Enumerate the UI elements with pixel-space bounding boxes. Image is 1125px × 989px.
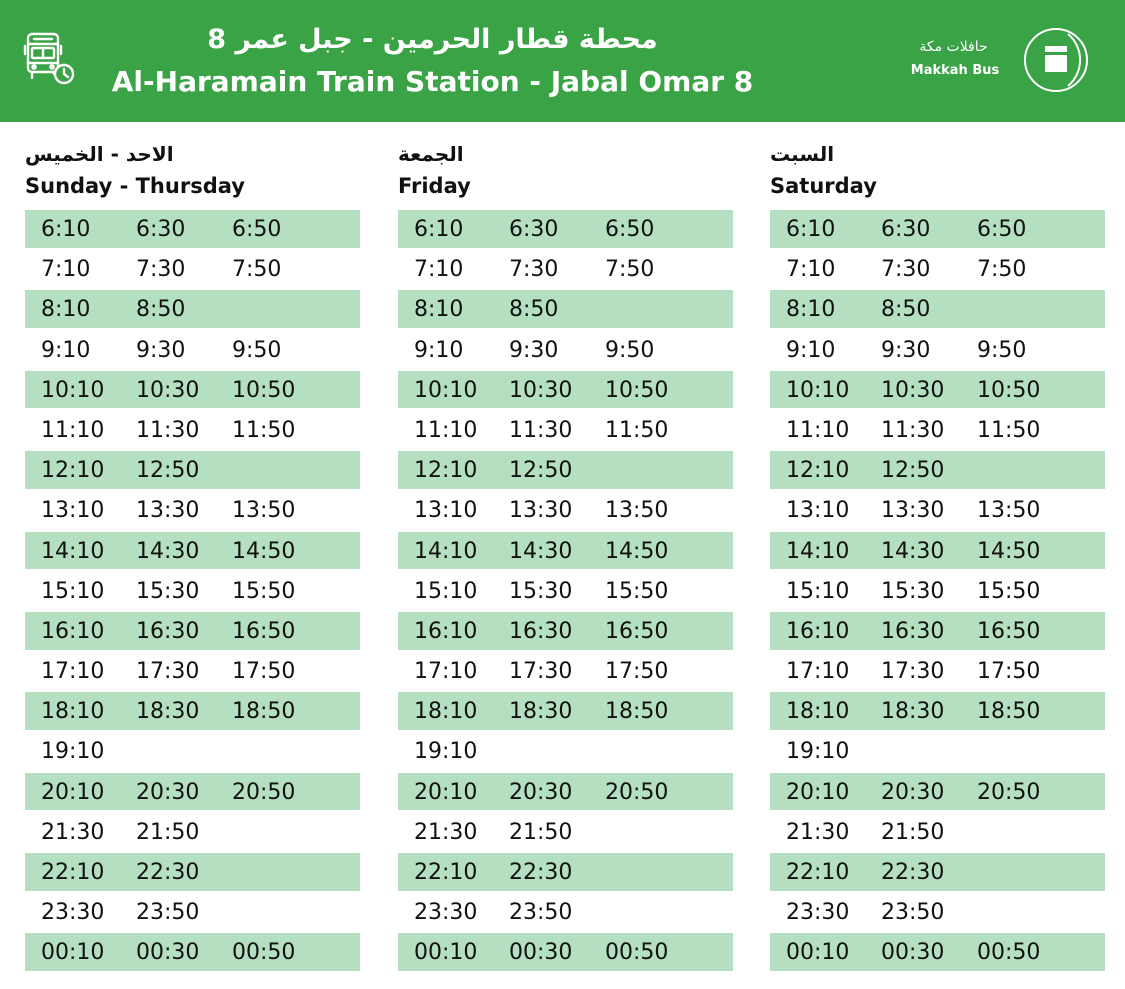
departure-time: 19:10 <box>41 739 105 765</box>
departure-time: 8:10 <box>414 297 464 323</box>
departure-time: 17:10 <box>41 659 105 685</box>
table-row <box>770 250 1105 290</box>
departure-time: 18:30 <box>136 699 200 725</box>
departure-time: 11:10 <box>786 417 850 443</box>
departure-time: 13:30 <box>509 498 573 524</box>
departure-time: 17:50 <box>232 659 296 685</box>
departure-time: 20:30 <box>509 779 573 805</box>
departure-time: 21:30 <box>786 819 850 845</box>
table-row <box>770 491 1105 531</box>
departure-time: 11:30 <box>881 417 945 443</box>
day-heading-english: Sunday - Thursday <box>25 174 245 198</box>
table-row <box>770 933 1105 973</box>
table-row <box>770 853 1105 893</box>
departure-time: 12:10 <box>414 458 478 484</box>
departure-time: 20:10 <box>41 779 105 805</box>
departure-time: 11:30 <box>136 417 200 443</box>
departure-time: 20:50 <box>977 779 1041 805</box>
departure-time: 9:30 <box>881 337 931 363</box>
departure-time: 20:30 <box>881 779 945 805</box>
departure-time: 15:50 <box>232 578 296 604</box>
table-row <box>25 893 360 933</box>
table-row <box>398 813 733 853</box>
station-title-english: Al-Haramain Train Station - Jabal Omar 8 <box>111 65 754 98</box>
table-row <box>770 210 1105 250</box>
table-row <box>25 692 360 732</box>
departure-time: 8:50 <box>509 297 559 323</box>
table-row <box>398 572 733 612</box>
table-row <box>770 451 1105 491</box>
table-row <box>770 773 1105 813</box>
departure-time: 9:30 <box>136 337 186 363</box>
departure-time: 10:30 <box>136 377 200 403</box>
table-row <box>398 331 733 371</box>
departure-time: 22:30 <box>136 860 200 885</box>
table-row <box>25 933 360 973</box>
departure-time: 14:50 <box>232 538 296 564</box>
departure-time: 8:10 <box>41 297 91 323</box>
departure-time: 18:50 <box>977 699 1041 725</box>
departure-time: 11:50 <box>977 417 1041 443</box>
departure-time: 15:30 <box>136 578 200 604</box>
table-row <box>770 813 1105 853</box>
table-row <box>770 893 1105 933</box>
departure-time: 6:30 <box>881 217 931 242</box>
table-row <box>25 491 360 531</box>
departure-time: 6:30 <box>136 217 186 242</box>
departure-time: 6:10 <box>414 217 464 242</box>
departure-time: 23:30 <box>41 900 105 926</box>
departure-time: 9:10 <box>786 337 836 363</box>
departure-time: 11:30 <box>509 417 573 443</box>
departure-time: 10:10 <box>414 377 478 403</box>
departure-time: 15:30 <box>509 578 573 604</box>
departure-time: 15:50 <box>605 578 669 604</box>
departure-time: 10:50 <box>977 377 1041 403</box>
departure-time: 00:10 <box>414 940 478 966</box>
departure-time: 17:10 <box>414 659 478 685</box>
times-table <box>25 210 360 974</box>
schedule-column-saturday <box>770 138 1105 966</box>
departure-time: 16:10 <box>786 618 850 644</box>
departure-time: 7:10 <box>414 257 464 283</box>
departure-time: 13:10 <box>41 498 105 524</box>
departure-time: 11:10 <box>414 417 478 443</box>
table-row <box>770 532 1105 572</box>
departure-time: 7:10 <box>786 257 836 283</box>
departure-time: 14:10 <box>414 538 478 564</box>
table-row <box>398 210 733 250</box>
table-row <box>25 411 360 451</box>
departure-time: 10:10 <box>786 377 850 403</box>
departure-time: 22:30 <box>509 860 573 885</box>
brand-name-english: Makkah Bus <box>910 63 1000 78</box>
departure-time: 10:50 <box>605 377 669 403</box>
departure-time: 21:30 <box>414 819 478 845</box>
brand-name-arabic: حافلات مكة <box>919 39 988 55</box>
table-row <box>25 612 360 652</box>
table-row <box>398 652 733 692</box>
departure-time: 7:30 <box>136 257 186 283</box>
schedule-column-sunday-thursday <box>25 138 360 966</box>
departure-time: 12:10 <box>786 458 850 484</box>
departure-time: 23:30 <box>786 900 850 926</box>
departure-time: 12:50 <box>881 458 945 484</box>
table-row <box>25 250 360 290</box>
departure-time: 18:30 <box>881 699 945 725</box>
departure-time: 23:50 <box>136 900 200 926</box>
departure-time: 00:50 <box>977 940 1041 966</box>
table-row <box>398 451 733 491</box>
departure-time: 17:30 <box>881 659 945 685</box>
table-row <box>25 652 360 692</box>
header-bar <box>0 0 1125 122</box>
table-row <box>398 612 733 652</box>
table-row <box>25 371 360 411</box>
times-table <box>770 210 1105 974</box>
departure-time: 22:10 <box>41 860 105 885</box>
table-row <box>770 572 1105 612</box>
departure-time: 20:10 <box>786 779 850 805</box>
departure-time: 17:50 <box>977 659 1041 685</box>
kaaba-logo-icon <box>1016 22 1096 98</box>
table-row <box>398 371 733 411</box>
table-row <box>398 290 733 330</box>
table-row <box>770 371 1105 411</box>
departure-time: 7:10 <box>41 257 91 283</box>
table-row <box>398 491 733 531</box>
table-row <box>398 773 733 813</box>
table-row <box>25 773 360 813</box>
departure-time: 00:30 <box>509 940 573 966</box>
departure-time: 13:10 <box>414 498 478 524</box>
departure-time: 15:50 <box>977 578 1041 604</box>
departure-time: 7:30 <box>881 257 931 283</box>
table-row <box>770 612 1105 652</box>
table-row <box>25 813 360 853</box>
table-row <box>25 732 360 772</box>
departure-time: 17:50 <box>605 659 669 685</box>
day-heading-arabic: السبت <box>770 142 835 166</box>
departure-time: 6:50 <box>977 217 1027 242</box>
departure-time: 20:30 <box>136 779 200 805</box>
departure-time: 21:50 <box>509 819 573 845</box>
table-row <box>770 331 1105 371</box>
departure-time: 6:50 <box>605 217 655 242</box>
departure-time: 19:10 <box>786 739 850 765</box>
departure-time: 9:30 <box>509 337 559 363</box>
station-title-arabic: محطة قطار الحرمين - جبل عمر 8 <box>207 24 658 55</box>
departure-time: 14:50 <box>977 538 1041 564</box>
departure-time: 13:10 <box>786 498 850 524</box>
departure-time: 8:50 <box>136 297 186 323</box>
departure-time: 12:10 <box>41 458 105 484</box>
departure-time: 16:50 <box>977 618 1041 644</box>
departure-time: 14:30 <box>881 538 945 564</box>
departure-time: 10:30 <box>881 377 945 403</box>
departure-time: 23:50 <box>881 900 945 926</box>
departure-time: 21:50 <box>136 819 200 845</box>
departure-time: 15:30 <box>881 578 945 604</box>
departure-time: 17:10 <box>786 659 850 685</box>
departure-time: 14:30 <box>136 538 200 564</box>
departure-time: 16:30 <box>136 618 200 644</box>
table-row <box>770 692 1105 732</box>
departure-time: 10:50 <box>232 377 296 403</box>
departure-time: 14:30 <box>509 538 573 564</box>
schedule-column-friday <box>398 138 733 966</box>
table-row <box>398 933 733 973</box>
departure-time: 19:10 <box>414 739 478 765</box>
departure-time: 7:50 <box>232 257 282 283</box>
departure-time: 00:30 <box>881 940 945 966</box>
departure-time: 00:50 <box>232 940 296 966</box>
day-heading-english: Saturday <box>770 174 877 198</box>
departure-time: 9:50 <box>605 337 655 363</box>
departure-time: 8:10 <box>786 297 836 323</box>
table-row <box>398 893 733 933</box>
table-row <box>398 411 733 451</box>
departure-time: 9:50 <box>232 337 282 363</box>
departure-time: 22:30 <box>881 860 945 885</box>
day-heading-english: Friday <box>398 174 471 198</box>
table-row <box>25 853 360 893</box>
departure-time: 16:50 <box>605 618 669 644</box>
departure-time: 15:10 <box>41 578 105 604</box>
departure-time: 21:50 <box>881 819 945 845</box>
day-heading-arabic: الجمعة <box>398 142 464 166</box>
departure-time: 11:50 <box>605 417 669 443</box>
departure-time: 7:50 <box>605 257 655 283</box>
departure-time: 20:10 <box>414 779 478 805</box>
departure-time: 18:10 <box>414 699 478 725</box>
departure-time: 11:50 <box>232 417 296 443</box>
table-row <box>25 210 360 250</box>
table-row <box>770 411 1105 451</box>
departure-time: 7:50 <box>977 257 1027 283</box>
departure-time: 22:10 <box>786 860 850 885</box>
table-row <box>398 532 733 572</box>
departure-time: 6:50 <box>232 217 282 242</box>
departure-time: 7:30 <box>509 257 559 283</box>
table-row <box>770 290 1105 330</box>
departure-time: 14:10 <box>41 538 105 564</box>
departure-time: 13:50 <box>232 498 296 524</box>
departure-time: 13:50 <box>977 498 1041 524</box>
departure-time: 18:50 <box>605 699 669 725</box>
departure-time: 9:10 <box>414 337 464 363</box>
departure-time: 18:10 <box>41 699 105 725</box>
departure-time: 18:10 <box>786 699 850 725</box>
departure-time: 15:10 <box>786 578 850 604</box>
table-row <box>398 732 733 772</box>
departure-time: 13:30 <box>136 498 200 524</box>
departure-time: 00:30 <box>136 940 200 966</box>
table-row <box>770 732 1105 772</box>
table-row <box>25 290 360 330</box>
table-row <box>398 692 733 732</box>
departure-time: 13:50 <box>605 498 669 524</box>
day-heading-arabic: الاحد - الخميس <box>25 142 174 166</box>
departure-time: 8:50 <box>881 297 931 323</box>
departure-time: 14:10 <box>786 538 850 564</box>
table-row <box>398 250 733 290</box>
departure-time: 12:50 <box>509 458 573 484</box>
departure-time: 23:50 <box>509 900 573 926</box>
departure-time: 00:10 <box>41 940 105 966</box>
departure-time: 20:50 <box>605 779 669 805</box>
departure-time: 21:30 <box>41 819 105 845</box>
departure-time: 00:10 <box>786 940 850 966</box>
departure-time: 14:50 <box>605 538 669 564</box>
times-table <box>398 210 733 974</box>
table-row <box>25 451 360 491</box>
departure-time: 12:50 <box>136 458 200 484</box>
departure-time: 6:10 <box>41 217 91 242</box>
departure-time: 6:30 <box>509 217 559 242</box>
table-row <box>770 652 1105 692</box>
departure-time: 11:10 <box>41 417 105 443</box>
departure-time: 15:10 <box>414 578 478 604</box>
departure-time: 18:50 <box>232 699 296 725</box>
bus-clock-icon <box>22 30 78 88</box>
table-row <box>25 532 360 572</box>
departure-time: 22:10 <box>414 860 478 885</box>
departure-time: 17:30 <box>136 659 200 685</box>
departure-time: 17:30 <box>509 659 573 685</box>
departure-time: 9:50 <box>977 337 1027 363</box>
departure-time: 16:10 <box>414 618 478 644</box>
departure-time: 23:30 <box>414 900 478 926</box>
departure-time: 20:50 <box>232 779 296 805</box>
departure-time: 9:10 <box>41 337 91 363</box>
departure-time: 6:10 <box>786 217 836 242</box>
table-row <box>398 853 733 893</box>
table-row <box>25 572 360 612</box>
departure-time: 13:30 <box>881 498 945 524</box>
table-row <box>25 331 360 371</box>
departure-time: 16:30 <box>509 618 573 644</box>
departure-time: 00:50 <box>605 940 669 966</box>
departure-time: 16:10 <box>41 618 105 644</box>
departure-time: 16:50 <box>232 618 296 644</box>
departure-time: 16:30 <box>881 618 945 644</box>
departure-time: 18:30 <box>509 699 573 725</box>
departure-time: 10:10 <box>41 377 105 403</box>
departure-time: 10:30 <box>509 377 573 403</box>
